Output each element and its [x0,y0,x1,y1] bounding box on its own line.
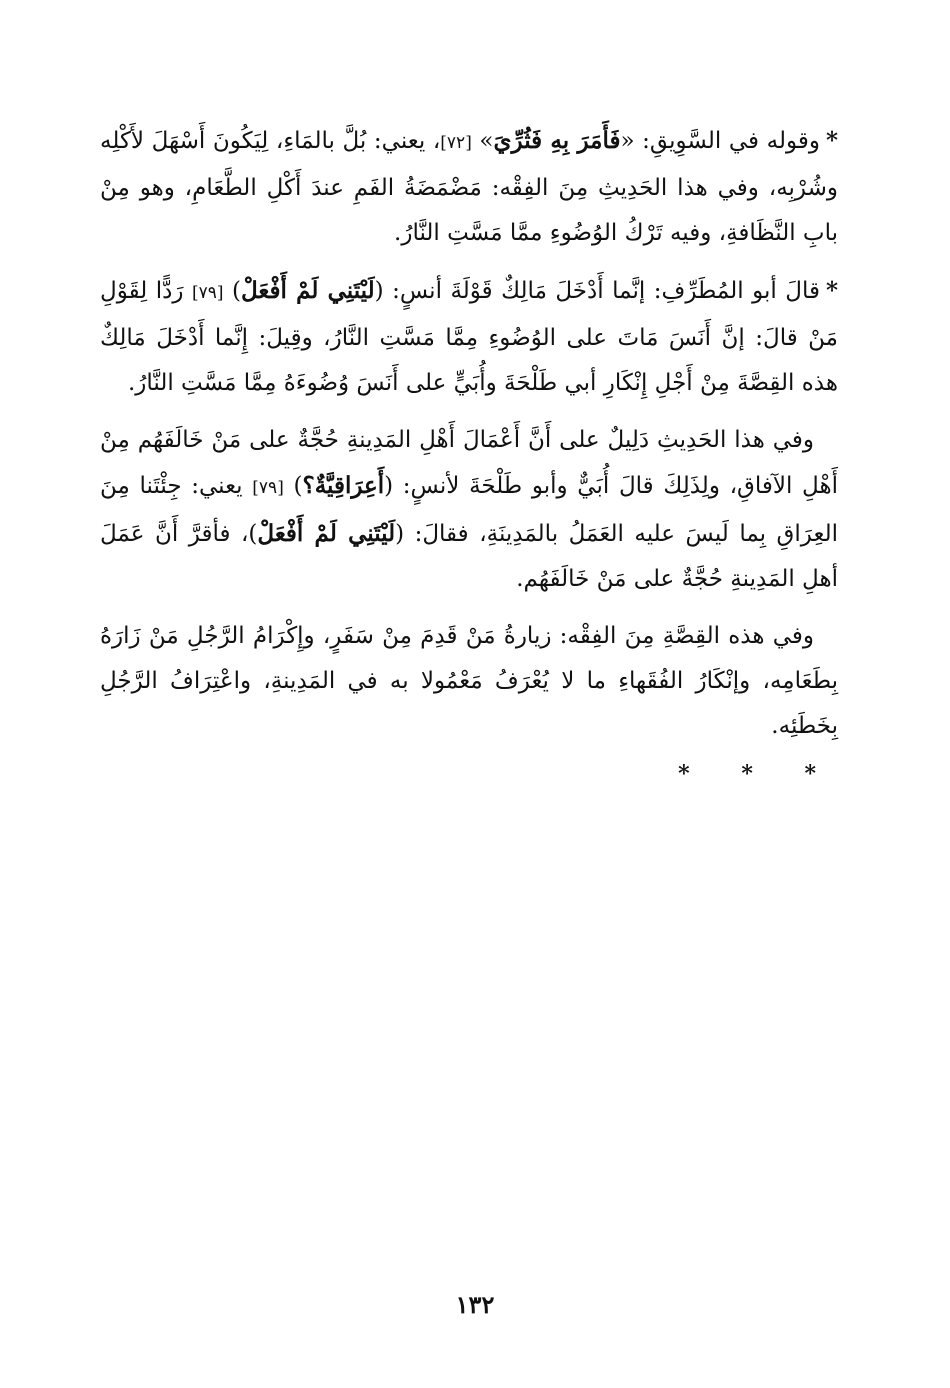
paragraph-text: وفي هذا الحَدِيثِ دَلِيلٌ على أَنَّ أَعْمَالَ أَهْلِ المَدِينةِ حُجَّةٌ على مَنْ خَالَفَهُم مِنْ أَهْلِ الآفاقِ، ولِذَلِكَ قالَ أُبَيٌّ وأبو طَلْحَةَ لأنسٍ: ( [100,427,838,499]
section-separator: * * * [678,761,838,787]
paragraph-marker: * [825,127,838,154]
paragraph-text: ، يعني: بُلَّ بالمَاءِ، لِيَكُونَ أَسْهَلَ لأَكْلِه وشُرْبِه، وفي هذا الحَدِيثِ مِنَ الفِقْه: مَضْمَضَةُ الفَمِ عندَ أَكْلِ الطَّعَامِ، وهو مِنْ بابِ النَّظَافةِ، وفيه تَرْكُ الوُضُوءِ ممَّا مَسَّتِ النَّارُ. [100,128,838,246]
hadith-reference: [٧٩] [252,478,284,498]
paragraph-text: )، فأقرَّ أَنَّ عَمَلَ أهلِ المَدِينةِ حُجَّةٌ على مَنْ خَالَفَهُم. [100,521,838,592]
hadith-quote: فَأَمَرَ بِهِ فَثُرِّيَ [493,127,621,154]
paragraph [100,268,838,406]
hadith-reference: [٧٩] [191,283,224,303]
hadith-reference: [٧٢] [440,133,472,153]
paragraph-text: يعني: جِئْتَنا مِنَ العِرَاقِ بِما لَيسَ عليه العَمَلُ بالمَدِينَةِ، فقالَ: ( [100,473,838,547]
paragraph-text: » [471,128,494,154]
paragraph-text: وفي هذه القِصَّةِ مِنَ الفِقْه: زيارةُ مَنْ قَدِمَ مِنْ سَفَرٍ، وإِكْرَامُ الرَّجُلِ مَنْ زَارَهُ بِطَعَامِه، وإنْكَارُ الفُقَهاءِ ما لا يُعْرَفُ مَعْمُولا به في المَدِينةِ، واعْتِرَافُ الرَّجُلِ بِخَطَئِه. [100,623,838,739]
page-number: ١٣٢ [455,1290,495,1319]
paragraph [100,118,838,256]
hadith-quote: لَيْتَنِي لَمْ أَفْعَلْ [257,520,396,547]
paragraph-text: ) [223,278,242,304]
paragraph [100,614,838,749]
paragraph-text: رَدًّا لِقَوْلِ مَنْ قالَ: إنَّ أَنَسَ مَاتَ على الوُضُوءِ مِمَّا مَسَّتِ النَّارُ، وقِيلَ: إِنَّما أَدْخَلَ مَالِكٌ هذه القِصَّةَ مِنْ أَجْلِ إِنْكَارِ أبي طَلْحَةَ وأُبَيٍّ على أَنَسَ وُضُوءَهُ مِمَّا مَسَّتِ النَّارُ. [100,278,838,396]
hadith-quote: أَعِرَاقِيَّةٌ؟ [302,472,385,499]
paragraph-text: ) [283,473,303,499]
hadith-quote: لَيْتَنِي لَمْ أَفْعَلْ [241,277,375,304]
page-content [100,118,838,787]
paragraph-text: قالَ أبو المُطَرِّفِ: إنَّما أَدْخَلَ مَالِكٌ قَوْلَةَ أنسٍ: ( [374,278,820,304]
paragraph-text: وقوله في السَّوِيقِ: « [620,128,820,154]
paragraph [100,418,838,602]
paragraph-marker: * [825,277,839,304]
